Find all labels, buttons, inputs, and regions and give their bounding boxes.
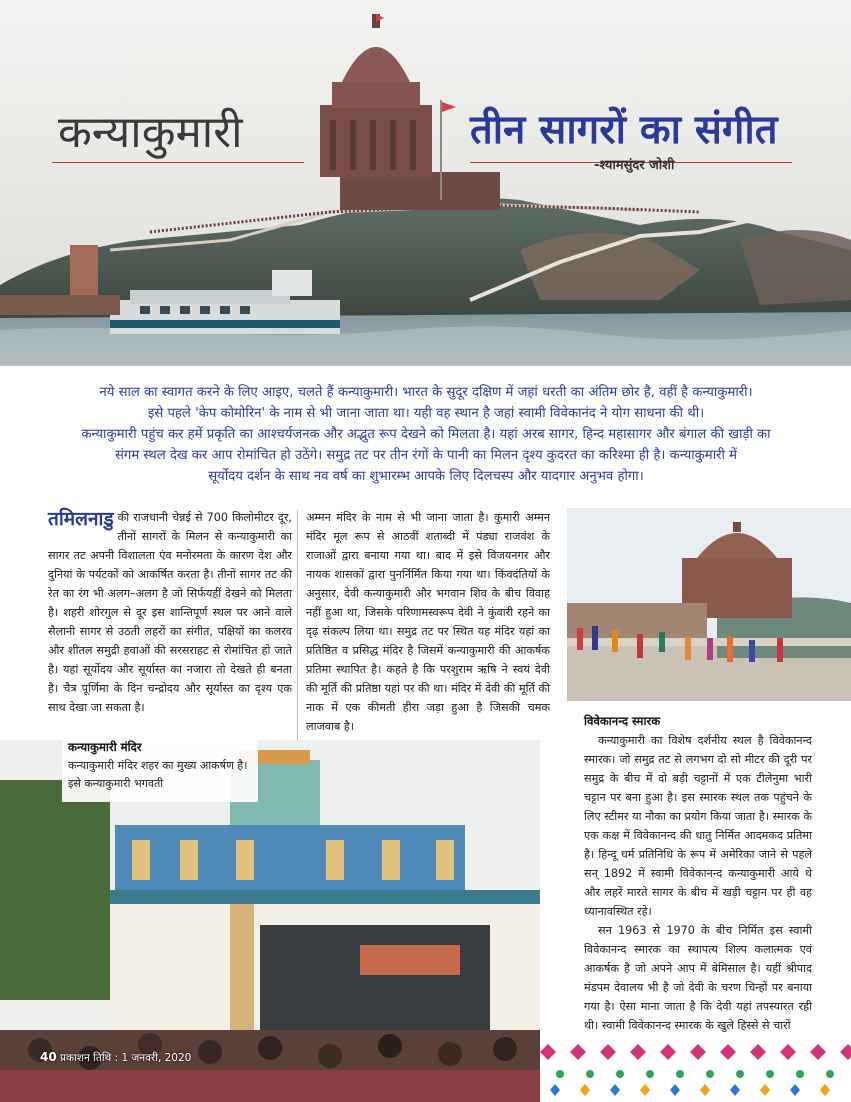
intro-line: संगम स्थल देख कर आप रोमांचित हो उठेंगे। समुद्र तट पर तीन रंगों के पानी का मिलन दृश्य कुदरत का करिश्मा ही है। कन्याकुमारी में (114, 448, 737, 463)
temple-text: कन्याकुमारी मंदिर शहर का मुख्य आकर्षण है। इसे कन्याकुमारी भगवती (68, 759, 248, 790)
section-heading-temple: कन्याकुमारी मंदिर (68, 740, 142, 754)
column-3-paragraph: कन्याकुमारी का विशेष दर्शनीय स्थल है विवेकानन्द स्मारक। जो समुद्र तट से लगभग दो सो मीटर की दूरी पर समुद्र के बीच में दो बड़ी चट्टानों में एक टीलेनुमा भारी चट्टान पर बना हुआ है। इस स्मारक स्थल तक पहुंचने के लिए स्टीमर या नौका का प्रयोग किया जाता है। स्मारक के एक कक्ष में विवेकानन्द की धातु निर्मित आदमकद प्रतिमा है। हिन्दू धर्म प्रतिनिधि के रूप में अमेरिका जाने से पहले सन् 1892 में स्वामी विवेकानन्द कन्याकुमारी आये थे और लहरें मारते सागर के बीच में खड़ी चट्टान पर ही वह ध्यानावस्थित रहे। (584, 734, 812, 918)
intro-line: कन्याकुमारी पहुंच कर हमें प्रकृति का आश्चर्यजनक और अद्भुत रूप देखने को मिलता है। यहां अरब सागर, हिन्द महासागर और बंगाल की खाड़ी का (81, 427, 771, 442)
title-rule-left (52, 162, 304, 163)
column-divider (297, 510, 298, 750)
column-2-text: अम्मन मंदिर के नाम से भी जाना जाता है। कुमारी अम्मन मंदिर मूल रूप से आठवीं शताब्दी में पंड्या राजवंश के राजाओं द्वारा बनाया गया था। बाद में इसे विजयनगर और नायक शासकों द्वारा पुनर्निर्मित किया गया था। किंवदंतियों के अनुसार, देवी कन्याकुमारी और भगवान शिव के बीच विवाह नहीं हुआ था, जिसके परिणामस्वरूप देवी ने कुंवारी रहने का दृढ़ संकल्प लिया था। समुद्र तट पर स्थित यह मंदिर यहां का प्रतिष्ठित व प्रसिद्ध मंदिर है जिसमें कन्याकुमारी की आकर्षक प्रतिमा स्थापित है। कहते है कि परशुराम ऋषि ने स्वयं देवी की मूर्ति की प्रतिष्ठा यहां पर की था। मंदिर में देवी की मूर्ति की नाक में एक कीमती हीरा जड़ा हुआ है जिसकी चमक लाजवाब है। (306, 511, 550, 733)
publication-date: प्रकाशन तिथि : 1 जनवरी, 2020 (60, 1052, 192, 1064)
column-2 (306, 508, 550, 736)
page-number: 40 (40, 1050, 57, 1064)
intro-paragraph (40, 382, 812, 487)
intro-line: नये साल का स्वागत करने के लिए आइए, चलते हैं कन्याकुमारी। भारत के सुदूर दक्षिण में जहां धरती का अंतिम छोर है, वहीं है कन्याकुमारी। (99, 385, 753, 400)
memorial-photo (567, 508, 851, 701)
intro-line: इसे पहले 'केप कोमोरिन' के नाम से भी जाना जाता था। यही वह स्थान है जहां स्वामी विवेकानंद ने योग साधना की थी। (147, 406, 705, 421)
hero-photo-vivekananda-rock (0, 0, 851, 366)
column-1-text: की राजधानी चेन्नई से 700 किलोमीटर दूर, तीनों सागरों के मिलन से कन्याकुमारी का सागर तट अपनी विशालता एंव मनोरमता के कारण देश और दुनियां के पर्यटकों को आकर्षित करता है। तीनों सागर तट की रेत का रंग भी अलग–अलग है जो सिर्फयहीं देखने को मिलता है। शहरी शोरगुल से दूर इस शान्तिपूर्ण स्थल पर आने वाले सैलानी सागर से उठती लहरों का संगीत, पक्षियों का कलरव और शीतल समुद्री हवाओं की सरसराहट से रोमांचित हो जाते है। यहां सूर्योदय और सूर्यास्त का नजारा तो देखते ही बनता है। चैत्र पूर्णिमा के दिन चन्द्रोदय और सूर्यास्त का दृश्य एक साथ देखा जा सकता है। (48, 511, 292, 714)
article-title-right: तीन सागरों का संगीत (470, 107, 778, 153)
section-heading-memorial: विवेकानन्द स्मारक (584, 714, 661, 728)
article-title-left: कन्याकुमारी (58, 107, 243, 158)
column-3 (584, 712, 812, 1035)
drop-word: तमिलनाडु (48, 508, 114, 530)
column-1 (48, 508, 292, 717)
intro-line: सूर्योदय दर्शन के साथ नव वर्ष का शुभारम्भ आपके लिए दिलचस्प और यादगार अनुभव होगा। (208, 469, 644, 484)
rangoli-border-decoration (540, 1040, 851, 1102)
author-byline: -श्यामसुंदर जोशी (594, 158, 675, 173)
page-footer (40, 1050, 191, 1065)
column-3-paragraph: सन 1963 से 1970 के बीच निर्मित इस स्वामी विवेकानन्द स्मारक का स्थापत्य शिल्प कलात्मक एवं आकर्षक है जो अपने आप में बेमिसाल है। यहीं श्रीपाद मंडपम देवालय भी है जो देवी के चरण चिन्हों पर बनाया गया है। ऐसा माना जाता है कि देवी यहां तपस्यारत रही थी। स्वामी विवेकानन्द स्मारक के खुले हिस्से से चारों (584, 924, 812, 1032)
